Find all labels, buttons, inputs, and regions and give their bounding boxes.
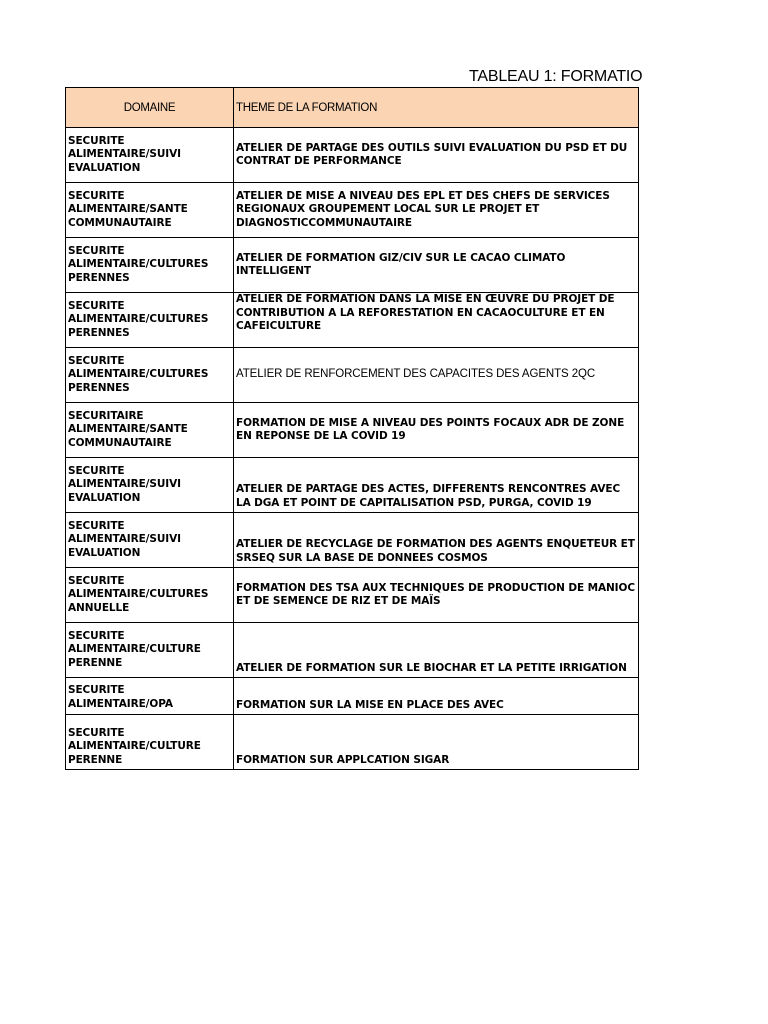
domaine-cell: SECURITE ALIMENTAIRE/CULTURES PERENNES: [66, 348, 234, 403]
table-row: [66, 403, 639, 458]
theme-cell: ATELIER DE RENFORCEMENT DES CAPACITES DES AGENTS 2QC: [234, 348, 639, 403]
domaine-cell: SECURITE ALIMENTAIRE/OPA: [66, 678, 234, 715]
theme-cell: ATELIER DE MISE A NIVEAU DES EPL ET DES CHEFS DE SERVICES REGIONAUX GROUPEMENT LOCAL SUR LE PROJET ET DIAGNOSTICCOMMUNAUTAIRE: [234, 183, 639, 238]
theme-cell: FORMATION DES TSA AUX TECHNIQUES DE PRODUCTION DE MANIOC ET DE SEMENCE DE RIZ ET DE MAÏS: [234, 568, 639, 623]
domaine-cell: SECURITE ALIMENTAIRE/SUIVI EVALUATION: [66, 128, 234, 183]
domaine-cell: SECURITE ALIMENTAIRE/SUIVI EVALUATION: [66, 458, 234, 513]
domaine-cell: SECURITE ALIMENTAIRE/CULTURES ANNUELLE: [66, 568, 234, 623]
theme-cell: FORMATION SUR LA MISE EN PLACE DES AVEC: [234, 678, 639, 715]
header-theme: THEME DE LA FORMATION: [234, 88, 639, 128]
table-header-row: [66, 88, 639, 128]
theme-cell: ATELIER DE PARTAGE DES ACTES, DIFFERENTS RENCONTRES AVEC LA DGA ET POINT DE CAPITALISATION PSD, PURGA, COVID 19: [234, 458, 639, 513]
theme-cell: ATELIER DE FORMATION DANS LA MISE EN ŒUVRE DU PROJET DE CONTRIBUTION A LA REFORESTATION EN CACAOCULTURE ET EN CAFEICULTURE: [234, 293, 639, 348]
theme-cell: ATELIER DE FORMATION SUR LE BIOCHAR ET LA PETITE IRRIGATION: [234, 623, 639, 678]
table-row: [66, 183, 639, 238]
page-title: TABLEAU 1: FORMATIO: [469, 68, 643, 85]
table-row: [66, 128, 639, 183]
table-row: [66, 458, 639, 513]
domaine-cell: SECURITE ALIMENTAIRE/CULTURES PERENNES: [66, 293, 234, 348]
table-row: [66, 568, 639, 623]
domaine-cell: SECURITAIRE ALIMENTAIRE/SANTE COMMUNAUTAIRE: [66, 403, 234, 458]
theme-cell: ATELIER DE PARTAGE DES OUTILS SUIVI EVALUATION DU PSD ET DU CONTRAT DE PERFORMANCE: [234, 128, 639, 183]
formations-table: [65, 87, 639, 770]
table-row: [66, 293, 639, 348]
table-row: [66, 238, 639, 293]
header-domaine: DOMAINE: [66, 88, 234, 128]
table-row: [66, 715, 639, 770]
theme-cell: FORMATION DE MISE A NIVEAU DES POINTS FOCAUX ADR DE ZONE EN REPONSE DE LA COVID 19: [234, 403, 639, 458]
table-row: [66, 513, 639, 568]
theme-cell: ATELIER DE FORMATION GIZ/CIV SUR LE CACAO CLIMATO INTELLIGENT: [234, 238, 639, 293]
domaine-cell: SECURITE ALIMENTAIRE/SANTE COMMUNAUTAIRE: [66, 183, 234, 238]
theme-cell: ATELIER DE RECYCLAGE DE FORMATION DES AGENTS ENQUETEUR ET SRSEQ SUR LA BASE DE DONNEES COSMOS: [234, 513, 639, 568]
domaine-cell: SECURITE ALIMENTAIRE/CULTURE PERENNE: [66, 623, 234, 678]
theme-cell: FORMATION SUR APPLCATION SIGAR: [234, 715, 639, 770]
domaine-cell: SECURITE ALIMENTAIRE/CULTURES PERENNES: [66, 238, 234, 293]
table-row: [66, 678, 639, 715]
domaine-cell: SECURITE ALIMENTAIRE/SUIVI EVALUATION: [66, 513, 234, 568]
table-row: [66, 623, 639, 678]
table-row: [66, 348, 639, 403]
domaine-cell: SECURITE ALIMENTAIRE/CULTURE PERENNE: [66, 715, 234, 770]
